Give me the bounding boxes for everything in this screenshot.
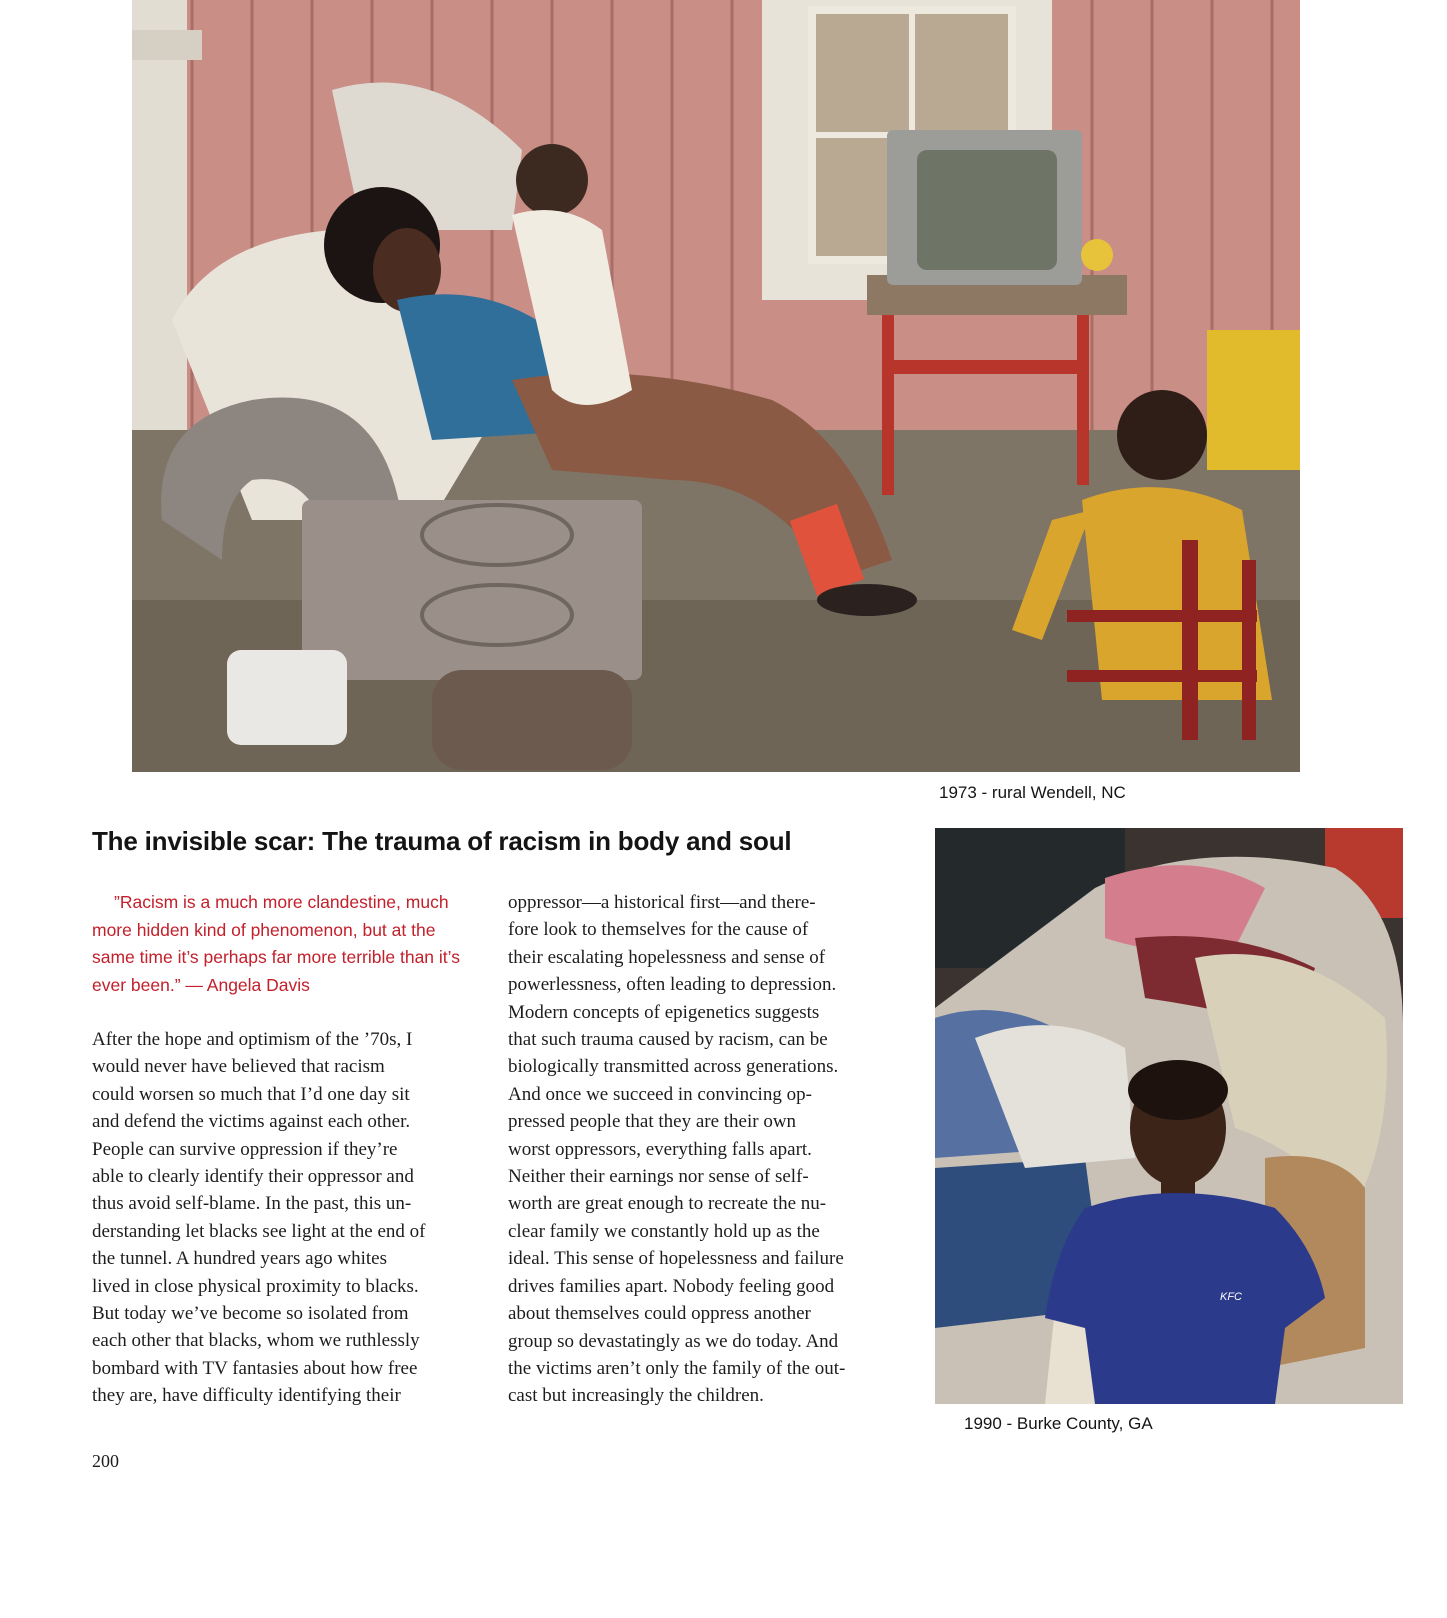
body-column-right	[508, 889, 900, 1410]
article-headline: The invisible scar: The trauma of racism in body and soul	[92, 826, 792, 856]
body-line: fore look to themselves for the cause of	[508, 919, 809, 941]
body-line: could worsen so much that I’d one day sit	[92, 1083, 410, 1105]
body-line: But today we’ve become so isolated from	[92, 1303, 409, 1325]
body-line: Modern concepts of epigenetics suggests	[508, 1001, 820, 1023]
body-column-left	[92, 1026, 484, 1410]
body-line: powerlessness, often leading to depression.	[508, 974, 837, 996]
body-line: group so devastatingly as we do today. And	[508, 1330, 839, 1352]
body-line: that such trauma caused by racism, can be	[508, 1029, 828, 1051]
body-line: thus avoid self-blame. In the past, this un-	[92, 1193, 412, 1215]
body-line: People can survive oppression if they’re	[92, 1138, 398, 1160]
body-line: lived in close physical proximity to blacks.	[92, 1275, 419, 1297]
page-number: 200	[92, 1451, 119, 1471]
body-line: cast but increasingly the children.	[508, 1385, 764, 1407]
body-line: and defend the victims against each other.	[92, 1111, 411, 1133]
pull-quote: ”Racism is a much more clandestine, much more hidden kind of phenomenon, but at the same time it’s perhaps far more terrible than it’s ever been.” — Angela Davis	[92, 892, 460, 995]
body-line: derstanding let blacks see light at the end of	[92, 1220, 426, 1242]
body-line: they are, have difficulty identifying their	[92, 1385, 401, 1407]
photo-wendell-1973	[132, 0, 1300, 772]
body-line: biologically transmitted across generations.	[508, 1056, 839, 1078]
body-line: After the hope and optimism of the ’70s, I	[92, 1029, 413, 1050]
body-line: oppressor—a historical first—and there-	[508, 892, 816, 913]
body-line: each other that blacks, whom we ruthlessly	[92, 1330, 420, 1352]
body-line: clear family we constantly hold up as the	[508, 1220, 820, 1242]
body-line: ideal. This sense of hopelessness and failure	[508, 1248, 844, 1270]
body-line: Neither their earnings nor sense of self-	[508, 1166, 809, 1188]
photo-caption-top: 1973 - rural Wendell, NC	[939, 783, 1126, 802]
photo-caption-side: 1990 - Burke County, GA	[964, 1414, 1153, 1433]
body-line: their escalating hopelessness and sense of	[508, 946, 826, 968]
body-line: the tunnel. A hundred years ago whites	[92, 1248, 387, 1270]
body-line: And once we succeed in convincing op-	[508, 1083, 812, 1105]
body-line: worst oppressors, everything falls apart.	[508, 1138, 812, 1160]
body-line: able to clearly identify their oppressor and	[92, 1166, 414, 1188]
body-line: would never have believed that racism	[92, 1056, 385, 1078]
body-line: about themselves could oppress another	[508, 1303, 811, 1325]
shirt-logo: KFC	[1220, 1291, 1242, 1303]
body-line: bombard with TV fantasies about how free	[92, 1357, 418, 1379]
body-line: the victims aren’t only the family of the out-	[508, 1357, 846, 1379]
body-line: drives families apart. Nobody feeling good	[508, 1275, 835, 1297]
photo-burke-county-1990	[935, 828, 1403, 1404]
body-line: worth are great enough to recreate the nu-	[508, 1193, 827, 1215]
body-line: pressed people that they are their own	[508, 1111, 797, 1133]
